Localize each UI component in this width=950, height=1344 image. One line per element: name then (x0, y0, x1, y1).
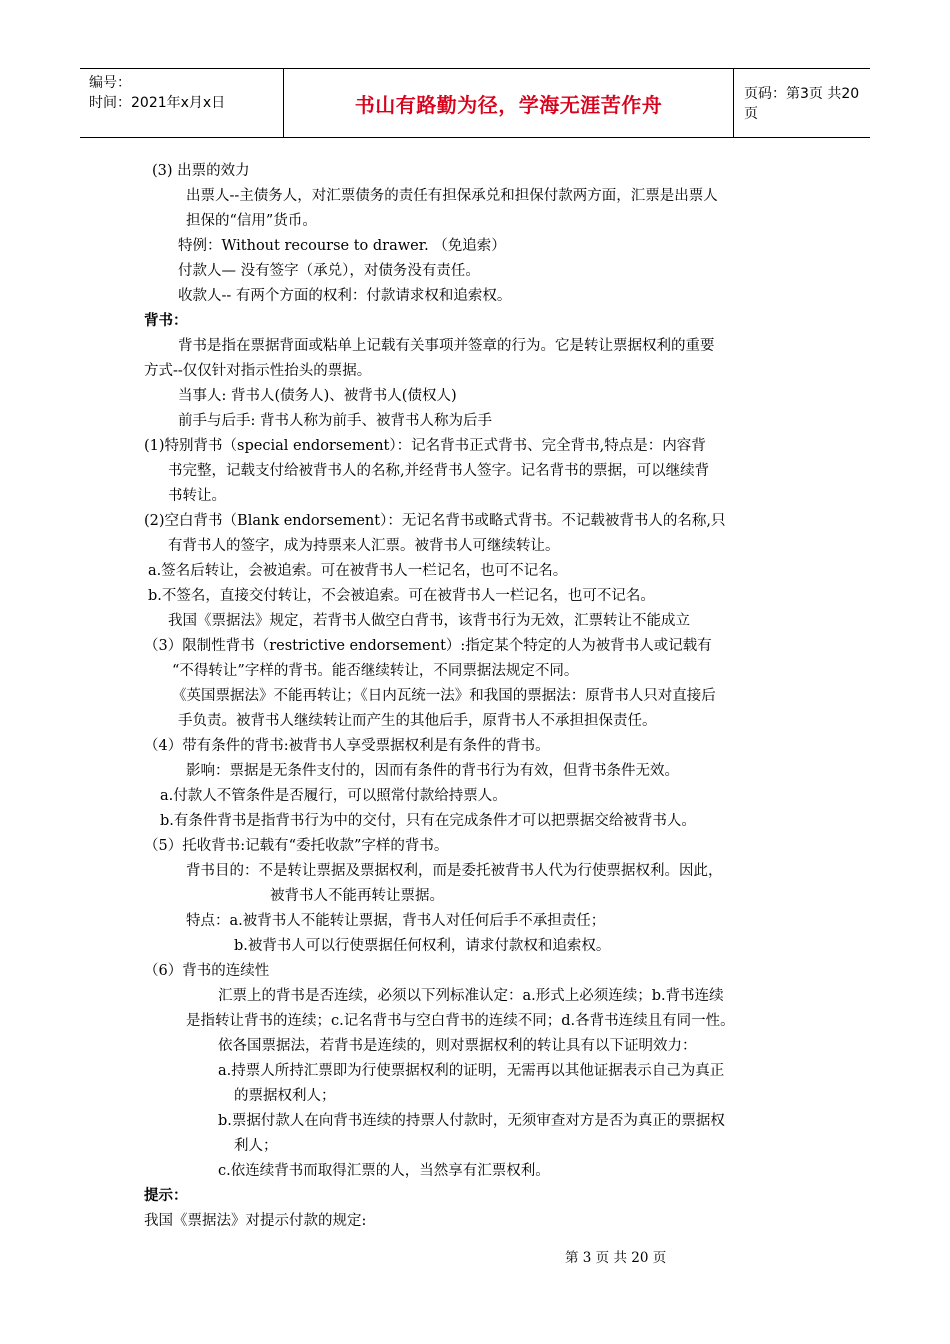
body-line: 是指转让背书的连续；c.记名背书与空白背书的连续不同；d.各背书连续且有同一性。 (186, 1013, 735, 1029)
body-line: 我国《票据法》规定，若背书人做空白背书，该背书行为无效，汇票转让不能成立 (168, 613, 690, 629)
body-line: 出票人--主债务人，对汇票债务的责任有担保承兑和担保付款两方面，汇票是出票人 (186, 188, 718, 204)
body-line: b.不签名，直接交付转让，不会被追索。可在被背书人一栏记名，也可不记名。 (148, 588, 655, 604)
body-line: a.持票人所持汇票即为行使票据权利的证明，无需再以其他证据表示自己为真正 (218, 1063, 725, 1079)
body-line: （6）背书的连续性 (144, 963, 270, 979)
body-line: 的票据权利人； (234, 1088, 336, 1104)
header-meta-cell (80, 69, 284, 137)
body-line: （3）限制性背书（restrictive endorsement）:指定某个特定的人为被背书人或记载有 (144, 638, 712, 654)
body-line: 有背书人的签字，成为持票来人汇票。被背书人可继续转让。 (168, 538, 560, 554)
body-line: 付款人— 没有签字（承兑），对债务没有责任。 (178, 263, 480, 279)
doc-time-label: 时间：2021年x月x日 (89, 95, 226, 111)
body-line: 被背书人不能再转让票据。 (270, 888, 444, 904)
doc-code-label: 编号： (89, 75, 131, 91)
section-heading-presentment: 提示： (144, 1188, 188, 1204)
body-line: b.有条件背书是指背书行为中的交付，只有在完成条件才可以把票据交给被背书人。 (160, 813, 696, 829)
body-line: 影响：票据是无条件支付的，因而有条件的背书行为有效，但背书条件无效。 (186, 763, 679, 779)
body-line: 手负责。被背书人继续转让而产生的其他后手，原背书人不承担担保责任。 (178, 713, 657, 729)
body-line: (2)空白背书（Blank endorsement）：无记名背书或略式背书。不记载被背书人的名称,只 (144, 513, 726, 529)
body-line: 书转让。 (168, 488, 226, 504)
body-line: 背书是指在票据背面或粘单上记载有关事项并签章的行为。它是转让票据权利的重要 (178, 338, 715, 354)
body-line: (3) 出票的效力 (152, 163, 250, 179)
body-line: c.依连续背书而取得汇票的人，当然享有汇票权利。 (218, 1163, 550, 1179)
body-line: b.被背书人可以行使票据任何权利，请求付款权和追索权。 (234, 938, 611, 954)
body-line: 特点：a.被背书人不能转让票据，背书人对任何后手不承担责任； (186, 913, 606, 929)
body-line: 当事人: 背书人(债务人)、被背书人(债权人) (178, 388, 457, 404)
body-line: （4）带有条件的背书:被背书人享受票据权利是有条件的背书。 (144, 738, 550, 754)
header-motto: 书山有路勤为径，学海无涯苦作舟 (284, 69, 734, 137)
header-page-number: 页码：第3页 共20页 (744, 86, 860, 122)
body-line: 利人； (234, 1138, 278, 1154)
body-line: 方式--仅仅针对指示性抬头的票据。 (144, 363, 372, 379)
body-line: 前手与后手: 背书人称为前手、被背书人称为后手 (178, 413, 492, 429)
body-line: 特例：Without recourse to drawer. （免追索） (178, 238, 506, 254)
body-line: 背书目的：不是转让票据及票据权利，而是委托被背书人代为行使票据权利。因此， (186, 863, 723, 879)
body-line: a.签名后转让，会被追索。可在被背书人一栏记名，也可不记名。 (148, 563, 568, 579)
body-line: b.票据付款人在向背书连续的持票人付款时，无须审查对方是否为真正的票据权 (218, 1113, 725, 1129)
body-line: 依各国票据法，若背书是连续的，则对票据权利的转让具有以下证明效力： (218, 1038, 697, 1054)
page-footer: 第 3 页 共 20 页 (565, 1250, 667, 1266)
section-heading-endorsement: 背书： (144, 313, 188, 329)
body-line: 《英国票据法》不能再转让；《日内瓦统一法》和我国的票据法：原背书人只对直接后 (172, 688, 716, 704)
body-line: 我国《票据法》对提示付款的规定: (144, 1213, 367, 1229)
body-line: “不得转让”字样的背书。能否继续转让，不同票据法规定不同。 (172, 663, 579, 679)
body-line: (1)特别背书（special endorsement）：记名背书正式背书、完全背书,特点是：内容背 (144, 438, 706, 454)
page-header (80, 68, 870, 138)
body-line: 担保的“信用”货币。 (186, 213, 317, 229)
body-line: 书完整，记载支付给被背书人的名称,并经背书人签字。记名背书的票据，可以继续背 (168, 463, 710, 479)
body-line: （5）托收背书:记载有“委托收款”字样的背书。 (144, 838, 449, 854)
body-line: 汇票上的背书是否连续，必须以下列标准认定：a.形式上必须连续；b.背书连续 (218, 988, 724, 1004)
body-line: 收款人-- 有两个方面的权利：付款请求权和追索权。 (178, 288, 512, 304)
body-line: a.付款人不管条件是否履行，可以照常付款给持票人。 (160, 788, 507, 804)
